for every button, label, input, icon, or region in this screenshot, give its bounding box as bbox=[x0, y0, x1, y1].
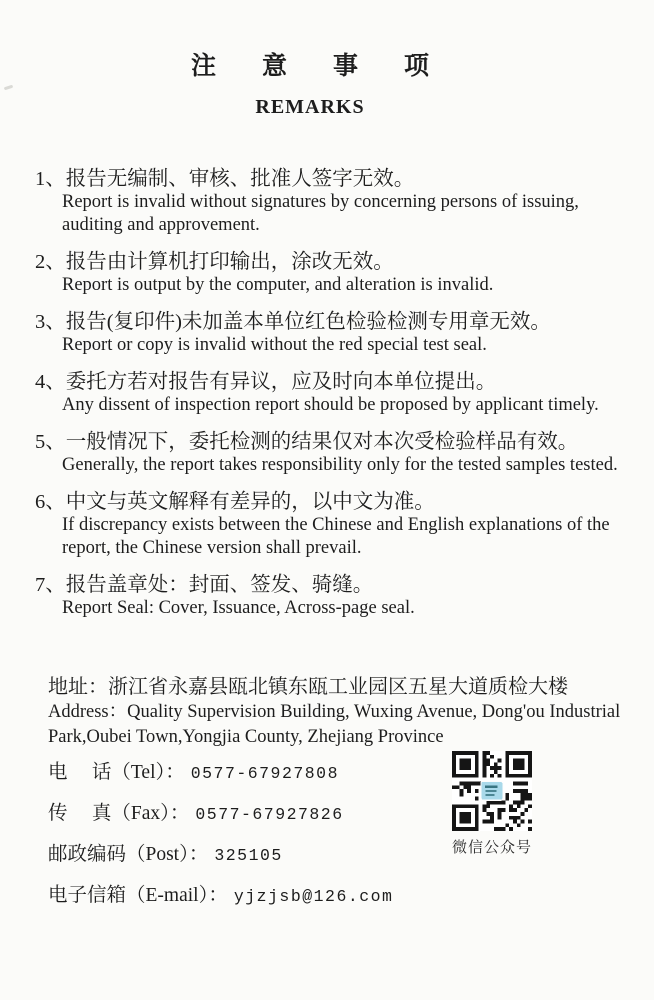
tel-row bbox=[48, 762, 654, 785]
tel-value: 0577-67927808 bbox=[190, 764, 339, 783]
fax-value: 0577-67927826 bbox=[195, 805, 344, 824]
post-code-row bbox=[48, 844, 654, 867]
remark-2-chinese-line bbox=[35, 250, 654, 274]
address-chinese: 地址：浙江省永嘉县瓯北镇东瓯工业园区五星大道质检大楼 bbox=[48, 676, 568, 698]
remark-1-english-line: Report is invalid without signatures by concerning persons of issuing, bbox=[62, 192, 579, 212]
remark-item-7 bbox=[35, 573, 654, 620]
qr-code-image bbox=[452, 751, 532, 831]
remark-1-chinese-line bbox=[35, 167, 654, 191]
remark-item-3 bbox=[35, 310, 654, 357]
post-code-value: 325105 bbox=[214, 846, 283, 865]
remark-3-english-line: Report or copy is invalid without the red special test seal. bbox=[62, 335, 487, 355]
remark-3-text-chinese: 报告(复印件)未加盖本单位红色检验检测专用章无效。 bbox=[65, 311, 551, 333]
remark-7-text-chinese: 报告盖章处：封面、签发、骑缝。 bbox=[65, 574, 374, 596]
remark-6-english-line: If discrepancy exists between the Chinese and English explanations of the bbox=[62, 515, 610, 535]
remark-5-text-chinese: 一般情况下，委托检测的结果仅对本次受检验样品有效。 bbox=[65, 431, 579, 453]
remark-5-number: 5、 bbox=[35, 431, 66, 453]
remark-5-chinese-line bbox=[35, 430, 654, 454]
remark-item-1 bbox=[35, 167, 654, 237]
email-row bbox=[48, 885, 654, 908]
fax-row bbox=[48, 803, 654, 826]
remark-2-text-chinese: 报告由计算机打印输出，涂改无效。 bbox=[65, 251, 394, 273]
remark-7-english-line: Report Seal: Cover, Issuance, Across-page seal. bbox=[62, 598, 415, 618]
remark-6-english-line: report, the Chinese version shall prevail. bbox=[62, 538, 362, 558]
email-label: 电子信箱（E-mail）： bbox=[48, 885, 228, 906]
page-title-chinese: 注意事项 bbox=[190, 53, 475, 80]
tel-label: 电 话（Tel）： bbox=[48, 762, 185, 783]
contact-footer bbox=[0, 674, 654, 908]
remark-item-2 bbox=[35, 250, 654, 297]
remark-4-chinese-line bbox=[35, 370, 654, 394]
remark-4-number: 4、 bbox=[35, 371, 66, 393]
remark-2-number: 2、 bbox=[35, 251, 66, 273]
remark-6-number: 6、 bbox=[35, 491, 66, 513]
remark-6-text-chinese: 中文与英文解释有差异的，以中文为准。 bbox=[65, 491, 435, 513]
wechat-qrcode bbox=[441, 751, 543, 857]
remark-1-number: 1、 bbox=[35, 168, 66, 190]
remark-7-chinese-line bbox=[35, 573, 654, 597]
remark-3-number: 3、 bbox=[35, 311, 66, 333]
remark-1-text-chinese: 报告无编制、审核、批准人签字无效。 bbox=[65, 168, 415, 190]
remark-2-english-line: Report is output by the computer, and alteration is invalid. bbox=[62, 275, 494, 295]
post-code-label: 邮政编码（Post）： bbox=[48, 844, 209, 865]
remark-item-6 bbox=[35, 490, 654, 560]
email-value: yjzjsb@126.com bbox=[233, 887, 394, 906]
remark-6-chinese-line bbox=[35, 490, 654, 514]
remark-4-english-line: Any dissent of inspection report should be proposed by applicant timely. bbox=[62, 395, 599, 415]
address-english-line: Park,Oubei Town,Yongjia County, Zhejiang Province bbox=[48, 727, 444, 747]
remark-1-english-line: auditing and approvement. bbox=[62, 215, 260, 235]
remark-4-text-chinese: 委托方若对报告有异议，应及时向本单位提出。 bbox=[65, 371, 497, 393]
wechat-qr-label: 微信公众号 bbox=[451, 840, 532, 856]
address-english-line: Address：Quality Supervision Building, Wuxing Avenue, Dong'ou Industrial bbox=[48, 702, 621, 722]
remarks-list bbox=[0, 167, 654, 620]
remark-item-5 bbox=[35, 430, 654, 477]
remark-5-english-line: Generally, the report takes responsibility only for the tested samples tested. bbox=[62, 455, 618, 475]
contact-list bbox=[48, 762, 654, 908]
remark-7-number: 7、 bbox=[35, 574, 66, 596]
fax-label: 传 真（Fax）： bbox=[48, 803, 190, 824]
page-title-english: REMARKS bbox=[255, 96, 365, 118]
remark-3-chinese-line bbox=[35, 310, 654, 334]
page-header bbox=[0, 0, 654, 119]
remark-item-4 bbox=[35, 370, 654, 417]
